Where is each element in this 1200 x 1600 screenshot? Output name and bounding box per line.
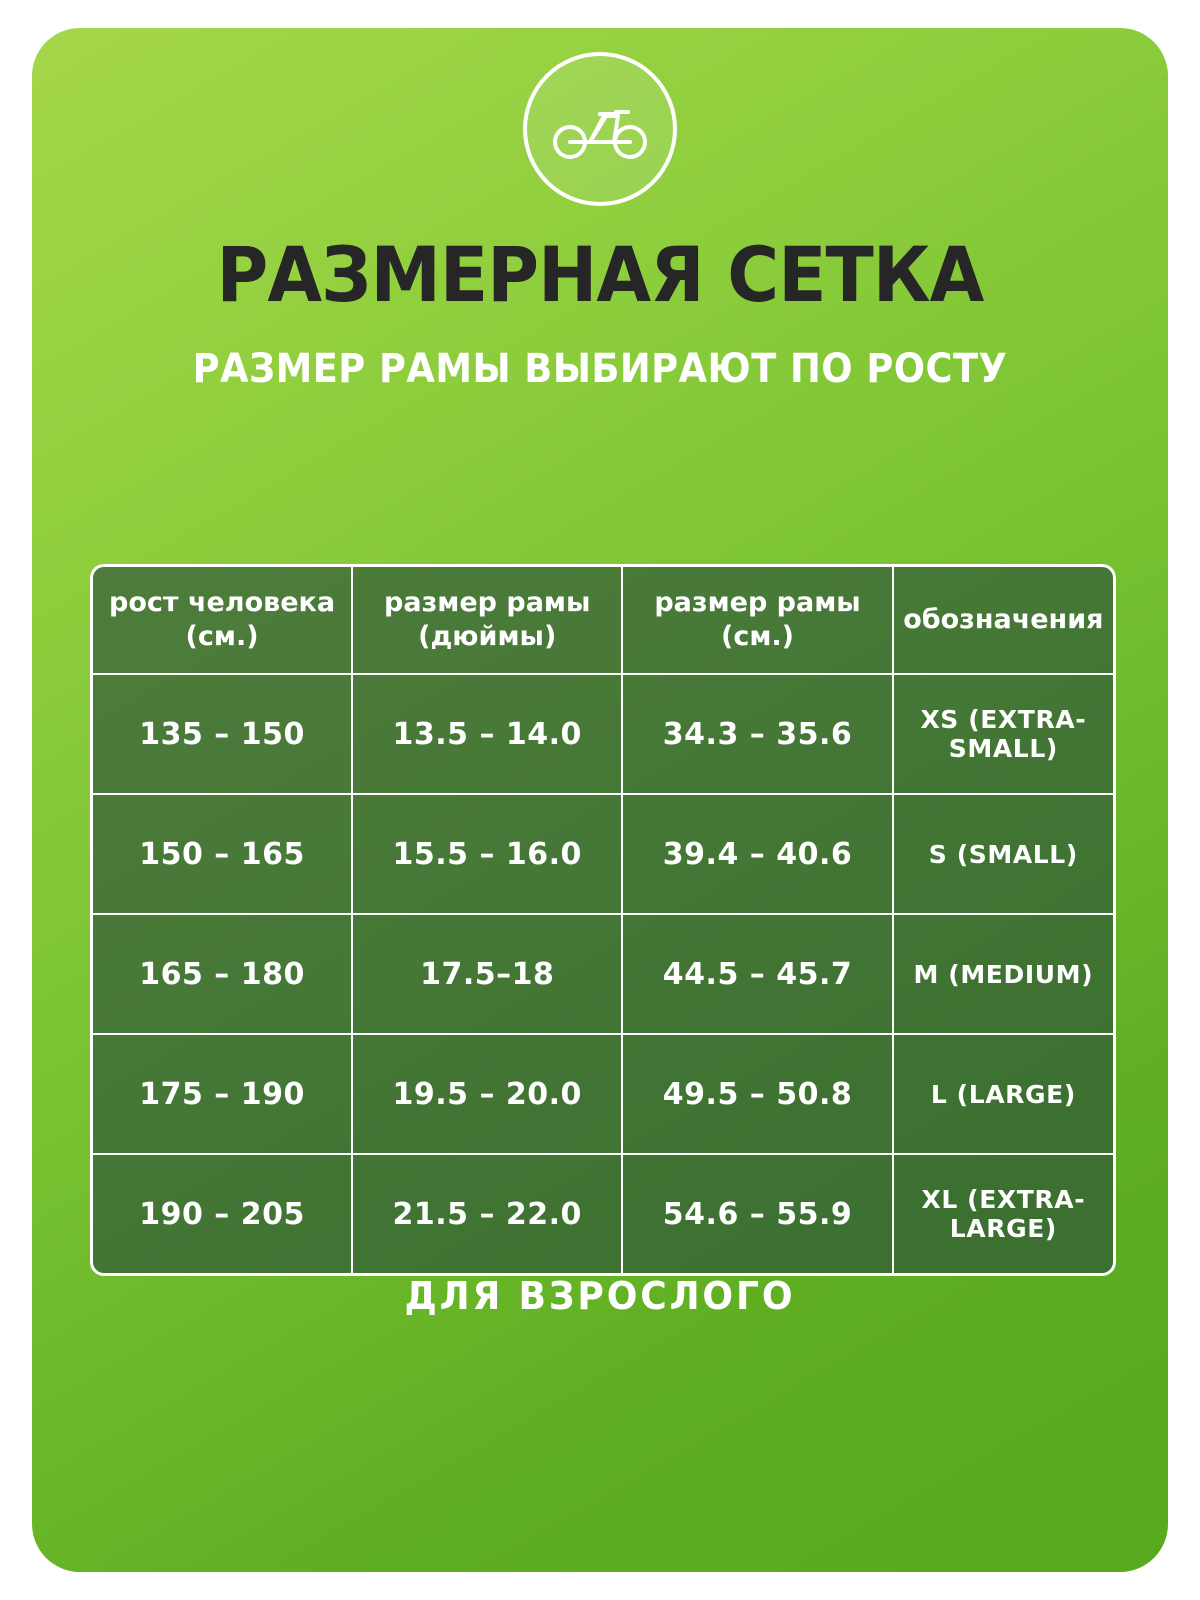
cell-frame-inches: 21.5 – 22.0 — [352, 1154, 622, 1273]
cell-height: 150 – 165 — [93, 794, 352, 914]
table-row — [93, 914, 1113, 1034]
cell-height: 135 – 150 — [93, 674, 352, 794]
column-header-designation: обозначения — [893, 567, 1113, 674]
cell-height: 165 – 180 — [93, 914, 352, 1034]
size-chart-poster — [32, 28, 1168, 1572]
table-row — [93, 1034, 1113, 1154]
page-subtitle: РАЗМЕР РАМЫ ВЫБИРАЮТ ПО РОСТУ — [192, 346, 1008, 392]
cell-frame-cm: 34.3 – 35.6 — [622, 674, 892, 794]
cell-frame-inches: 15.5 – 16.0 — [352, 794, 622, 914]
column-header-frame-cm: размер рамы (см.) — [622, 567, 892, 674]
cell-frame-inches: 17.5–18 — [352, 914, 622, 1034]
column-header-frame-inches: размер рамы (дюймы) — [352, 567, 622, 674]
cell-frame-cm: 44.5 – 45.7 — [622, 914, 892, 1034]
cell-frame-inches: 19.5 – 20.0 — [352, 1034, 622, 1154]
title-block — [32, 232, 1168, 394]
cell-frame-cm: 54.6 – 55.9 — [622, 1154, 892, 1273]
table-row — [93, 674, 1113, 794]
cell-height: 175 – 190 — [93, 1034, 352, 1154]
cell-designation: XS (EXTRA-SMALL) — [893, 674, 1113, 794]
table-row — [93, 794, 1113, 914]
footer-note: ДЛЯ ВЗРОСЛОГО — [404, 1274, 796, 1318]
column-header-height: рост человека (см.) — [93, 567, 352, 674]
cell-height: 190 – 205 — [93, 1154, 352, 1273]
bicycle-icon — [552, 98, 648, 160]
bicycle-badge — [523, 52, 677, 206]
cell-designation: L (LARGE) — [893, 1034, 1113, 1154]
cell-designation: S (SMALL) — [893, 794, 1113, 914]
cell-designation: M (MEDIUM) — [893, 914, 1113, 1034]
cell-frame-cm: 39.4 – 40.6 — [622, 794, 892, 914]
cell-designation: XL (EXTRA-LARGE) — [893, 1154, 1113, 1273]
table-row — [93, 1154, 1113, 1273]
page-title: РАЗМЕРНАЯ СЕТКА — [216, 230, 984, 319]
cell-frame-cm: 49.5 – 50.8 — [622, 1034, 892, 1154]
size-table — [90, 564, 1116, 1276]
cell-frame-inches: 13.5 – 14.0 — [352, 674, 622, 794]
table-header-row — [93, 567, 1113, 674]
